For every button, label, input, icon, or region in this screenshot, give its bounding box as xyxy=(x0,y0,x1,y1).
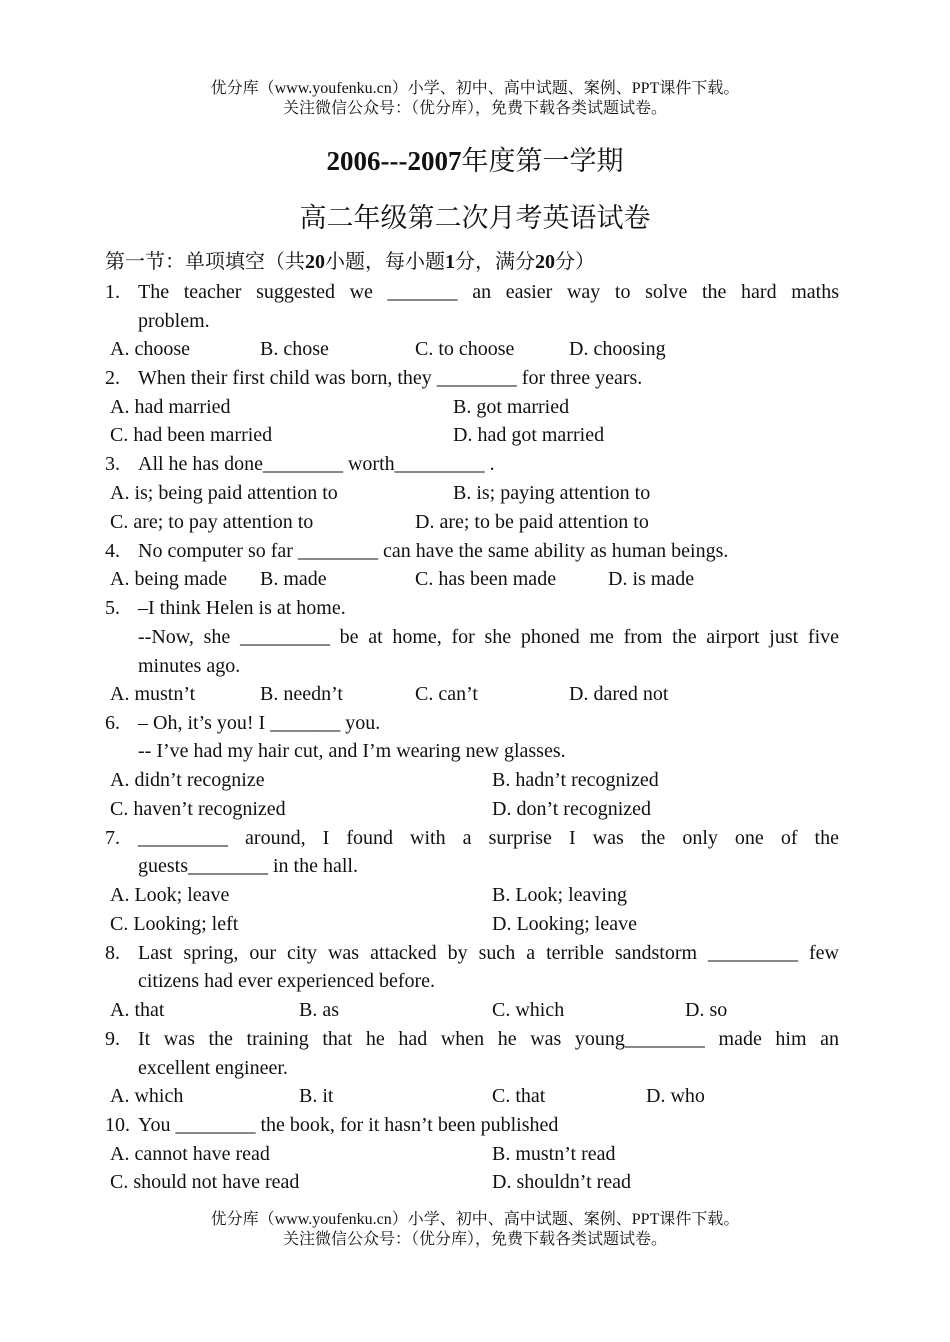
question-text: citizens had ever experienced before. xyxy=(138,970,436,992)
option-b[interactable]: B. mustn’t read xyxy=(492,1143,616,1165)
option-a[interactable]: A. is; being paid attention to xyxy=(110,482,338,504)
option-a[interactable]: A. cannot have read xyxy=(110,1143,270,1165)
question-number: 5. xyxy=(105,597,120,619)
question-text: When their first child was born, they ________ for three years. xyxy=(138,367,643,389)
option-c[interactable]: C. had been married xyxy=(110,424,273,446)
question-number: 8. xyxy=(105,942,120,964)
question-text: excellent engineer. xyxy=(138,1057,288,1079)
option-c[interactable]: C. should not have read xyxy=(110,1171,300,1193)
option-b[interactable]: B. made xyxy=(260,568,327,590)
question-text: minutes ago. xyxy=(138,655,241,677)
section-heading xyxy=(105,250,595,274)
option-a[interactable]: A. Look; leave xyxy=(110,884,230,906)
option-b[interactable]: B. got married xyxy=(453,396,570,418)
section-total: 20 xyxy=(535,251,555,273)
option-a[interactable]: A. that xyxy=(110,999,165,1021)
question-text: --Now, she _________ be at home, for she phoned me from the airport just five xyxy=(138,626,839,648)
option-a[interactable]: A. had married xyxy=(110,396,231,418)
option-b[interactable]: B. needn’t xyxy=(260,683,343,705)
header-line-2: 关注微信公众号：（优分库），免费下载各类试题试卷。 xyxy=(282,100,667,117)
question-number: 10. xyxy=(105,1114,130,1136)
option-c[interactable]: C. haven’t recognized xyxy=(110,798,286,820)
question-number: 7. xyxy=(105,827,120,849)
option-d[interactable]: D. are; to be paid attention to xyxy=(415,511,649,533)
question-number: 4. xyxy=(105,540,120,562)
header-line-1: 优分库（www.youfenku.cn）小学、初中、高中试题、案例、PPT课件下载。 xyxy=(210,80,740,97)
question-text: _________ around, I found with a surprise I was the only one of the xyxy=(138,827,839,849)
option-d[interactable]: D. had got married xyxy=(453,424,605,446)
question-text: –I think Helen is at home. xyxy=(138,597,346,619)
option-c[interactable]: C. are; to pay attention to xyxy=(110,511,314,533)
question-number: 2. xyxy=(105,367,120,389)
option-d[interactable]: D. who xyxy=(646,1085,705,1107)
section-mid2: 分，满分 xyxy=(455,251,535,273)
option-b[interactable]: B. it xyxy=(299,1085,334,1107)
option-d[interactable]: D. shouldn’t read xyxy=(492,1171,632,1193)
option-d[interactable]: D. don’t recognized xyxy=(492,798,652,820)
option-b[interactable]: B. chose xyxy=(260,338,329,360)
option-c[interactable]: C. which xyxy=(492,999,565,1021)
question-text: You ________ the book, for it hasn’t been published xyxy=(138,1114,559,1136)
option-d[interactable]: D. choosing xyxy=(569,338,666,360)
question-text: It was the training that he had when he was young________ made him an xyxy=(138,1028,839,1050)
option-a[interactable]: A. mustn’t xyxy=(110,683,196,705)
question-text: problem. xyxy=(138,310,210,332)
option-a[interactable]: A. didn’t recognize xyxy=(110,769,265,791)
option-d[interactable]: D. so xyxy=(685,999,728,1021)
option-a[interactable]: A. which xyxy=(110,1085,184,1107)
question-number: 3. xyxy=(105,453,120,475)
question-text: guests________ in the hall. xyxy=(138,855,358,877)
option-c[interactable]: C. to choose xyxy=(415,338,515,360)
section-count: 20 xyxy=(305,251,325,273)
exam-subtitle: 高二年级第二次月考英语试卷 xyxy=(299,203,651,233)
exam-year: 2006---2007 xyxy=(326,146,462,176)
option-d[interactable]: D. is made xyxy=(608,568,695,590)
option-b[interactable]: B. is; paying attention to xyxy=(453,482,651,504)
option-a[interactable]: A. being made xyxy=(110,568,228,590)
question-number: 1. xyxy=(105,281,120,303)
question-text: -- I’ve had my hair cut, and I’m wearing new glasses. xyxy=(138,740,566,762)
footer-line-2: 关注微信公众号：（优分库），免费下载各类试题试卷。 xyxy=(282,1231,667,1248)
option-d[interactable]: D. dared not xyxy=(569,683,669,705)
option-b[interactable]: B. as xyxy=(299,999,339,1021)
option-c[interactable]: C. can’t xyxy=(415,683,478,705)
question-text: No computer so far ________ can have the same ability as human beings. xyxy=(138,540,729,562)
option-b[interactable]: B. hadn’t recognized xyxy=(492,769,659,791)
section-mid1: 小题，每小题 xyxy=(325,251,445,273)
question-text: Last spring, our city was attacked by such a terrible sandstorm _________ few xyxy=(138,942,839,964)
question-number: 6. xyxy=(105,712,120,734)
question-text: The teacher suggested we _______ an easier way to solve the hard maths xyxy=(138,281,839,303)
section-suffix: 分） xyxy=(555,251,595,273)
section-prefix: 第一节：单项填空（共 xyxy=(105,251,305,273)
exam-term: 年度第一学期 xyxy=(461,146,624,176)
option-b[interactable]: B. Look; leaving xyxy=(492,884,627,906)
question-text: – Oh, it’s you! I _______ you. xyxy=(138,712,381,734)
exam-term-title xyxy=(0,145,950,177)
option-a[interactable]: A. choose xyxy=(110,338,190,360)
option-c[interactable]: C. has been made xyxy=(415,568,557,590)
question-text: All he has done________ worth_________ . xyxy=(138,453,495,475)
option-c[interactable]: C. that xyxy=(492,1085,546,1107)
option-c[interactable]: C. Looking; left xyxy=(110,913,239,935)
section-points: 1 xyxy=(445,251,455,273)
question-number: 9. xyxy=(105,1028,120,1050)
option-d[interactable]: D. Looking; leave xyxy=(492,913,637,935)
footer-line-1: 优分库（www.youfenku.cn）小学、初中、高中试题、案例、PPT课件下载。 xyxy=(210,1211,740,1228)
